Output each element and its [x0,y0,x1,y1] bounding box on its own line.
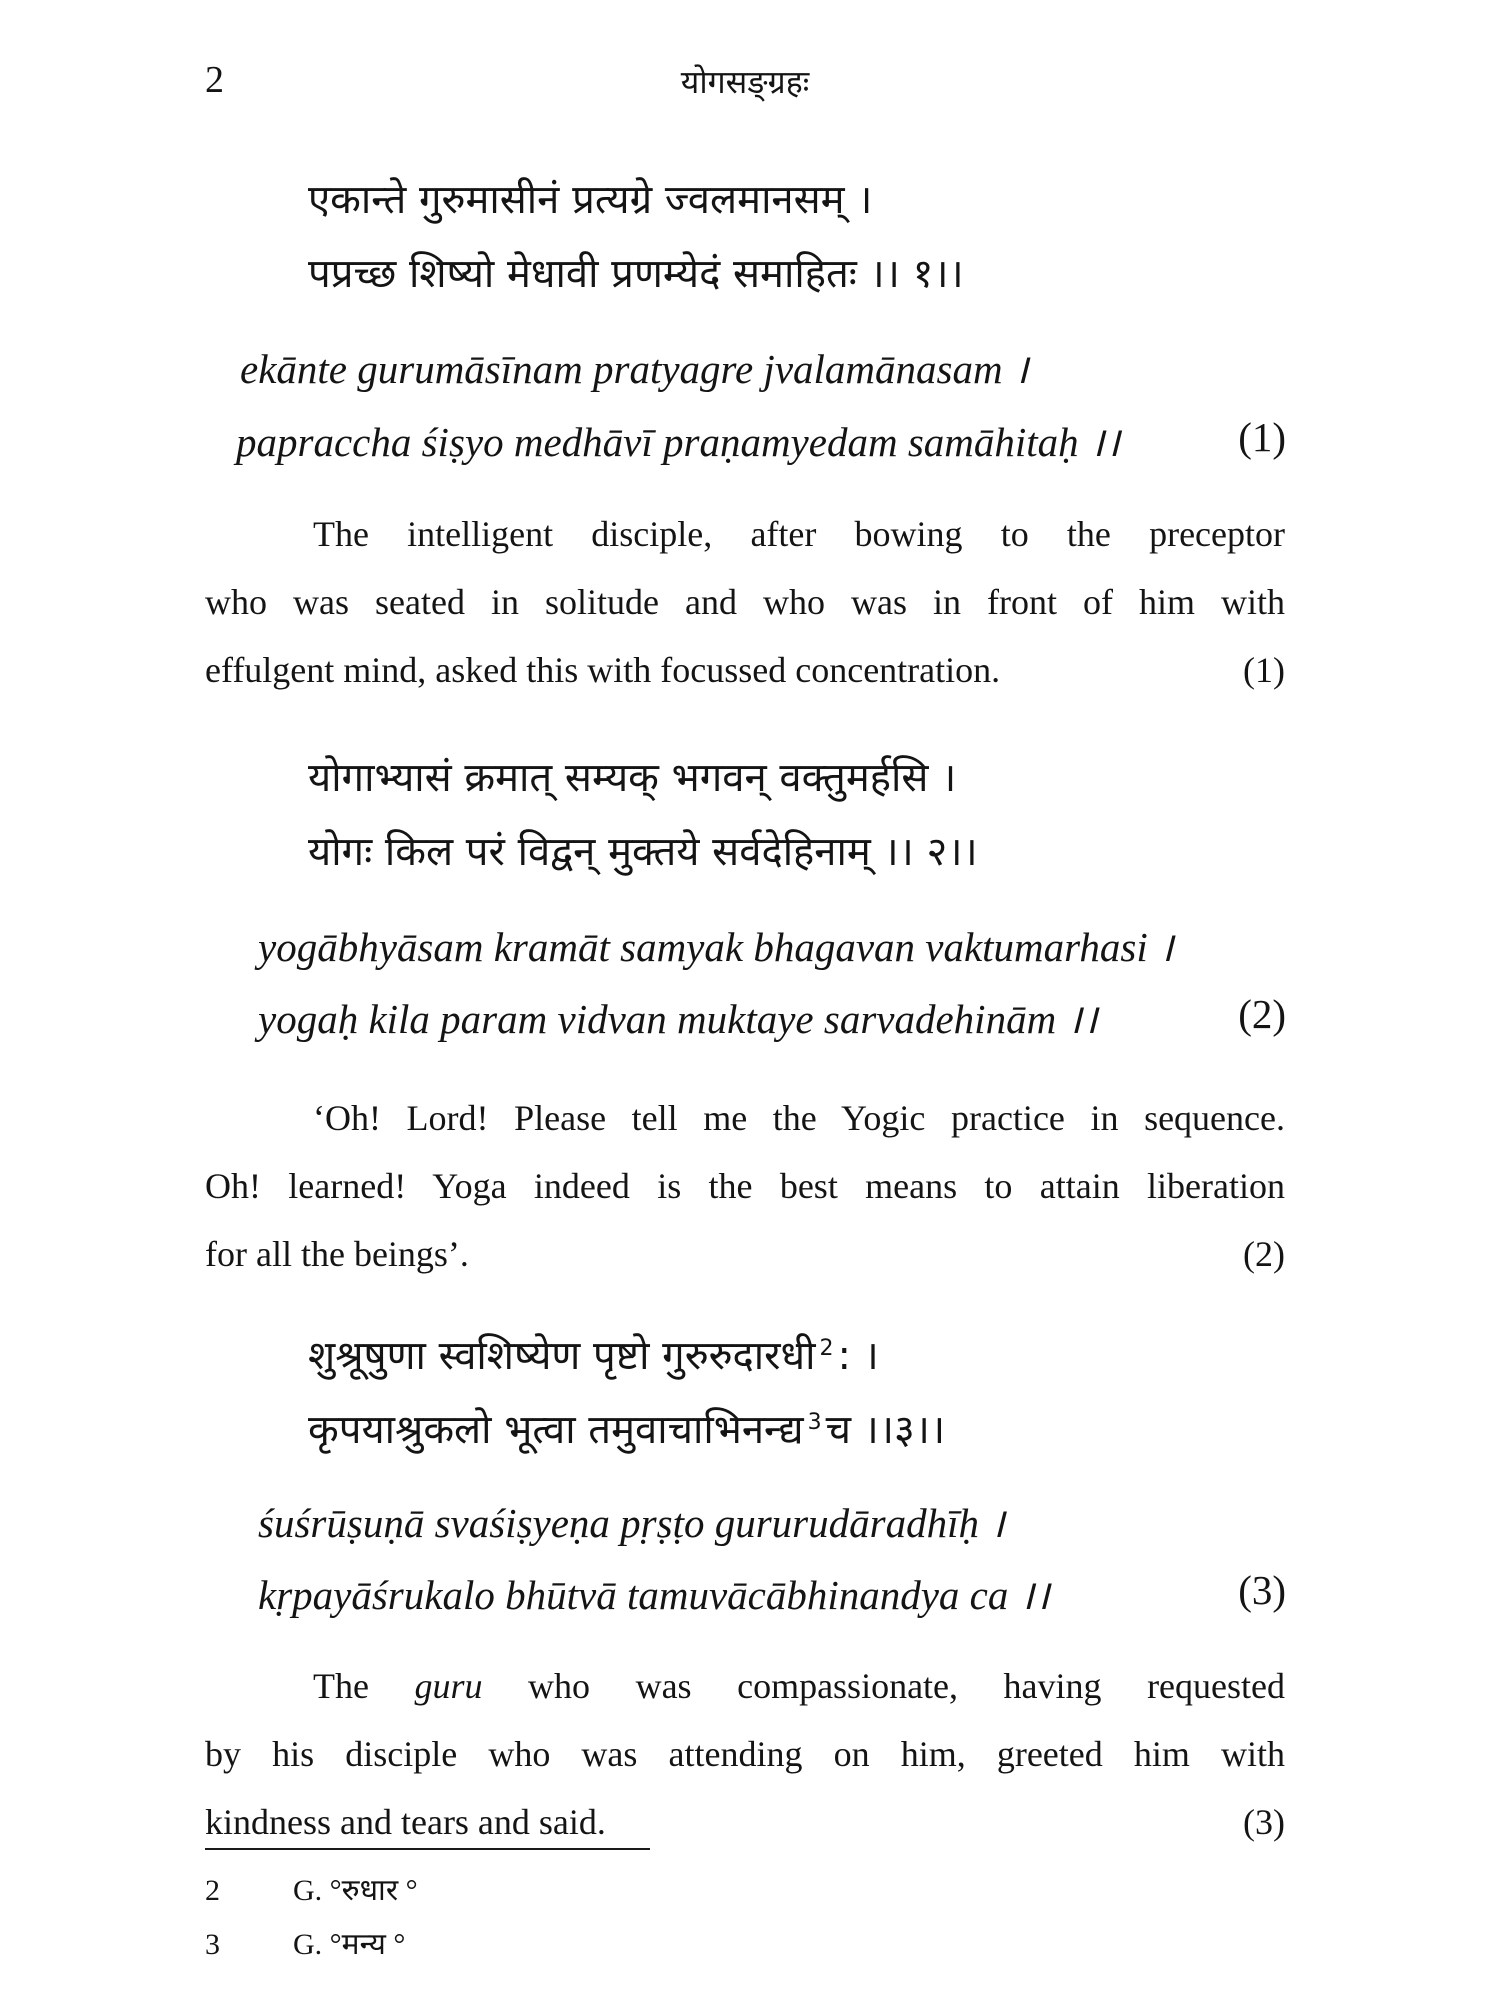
verse-3-devanagari-line-2 [308,1400,945,1455]
verse-3-transliteration-line-2 [258,1566,1286,1622]
verse-1-transliteration-text: papraccha śiṣyo medhāvī praṇamyedam samāhitaḥ ।। [236,419,1120,465]
verse-1-translation-line-3 [205,636,1285,704]
footnote-3-number: 3 [205,1928,220,1961]
verse-3-translation-line-3 [205,1788,1285,1856]
footnote-2-text: G. °रुधार ° [293,1874,418,1907]
verse-2-transliteration-line-1: yogābhyāsam kramāt samyak bhagavan vaktumarhasi । [258,924,1174,970]
verse-2-devanagari-line-1: योगाभ्यासं क्रमात् सम्यक् भगवन् वक्तुमर्हसि । [308,755,957,801]
verse-3-translation-line-1-end: who was compassionate, having requested [528,1666,1286,1706]
page-header [205,58,1285,118]
verse-2-translation [205,1084,1285,1288]
verse-1-transliteration-line-1: ekānte gurumāsīnam pratyagre jvalamānasam । [240,346,1029,392]
footnote-ref-2[interactable]: 2 [819,1335,834,1361]
verse-3-devanagari-line-1-tail: : । [837,1333,879,1379]
verse-3-devanagari-line-2-text: कृपयाश्रुकलो भूत्वा तमुवाचाभिनन्द्य [308,1407,804,1453]
verse-3-translation-line-1 [205,1652,1285,1720]
verse-2-devanagari-line-2: योगः किल परं विद्वन् मुक्तये सर्वदेहिनाम् ।। २।। [308,829,978,875]
verse-1-translation-line-1: The intelligent disciple, after bowing to the preceptor [313,514,1285,554]
verse-3-translation-line-1-start: The [313,1666,369,1706]
verse-3-devanagari-line-2-tail: च ।।३।। [825,1407,946,1453]
verse-1-translation [205,500,1285,704]
verse-3-number: (3) [1238,1567,1286,1613]
verse-2-translation-line-1: ‘Oh! Lord! Please tell me the Yogic practice in sequence. [313,1098,1285,1138]
verse-3-transliteration-line-1: śuśrūṣuṇā svaśiṣyeṇa pṛṣṭo gururudāradhīḥ । [258,1500,1005,1546]
verse-2-translation-line-2: Oh! learned! Yoga indeed is the best means to attain liberation [205,1166,1285,1206]
verse-3-translation-number: (3) [1243,1802,1285,1842]
page-number: 2 [205,59,224,101]
verse-2-translation-line-3-text: for all the beings’. [205,1234,469,1274]
verse-1-translation-line-2: who was seated in solitude and who was in front of him with [205,582,1285,622]
footnote-divider [205,1848,650,1850]
verse-2-transliteration-text: yogaḥ kila param vidvan muktaye sarvadehinām ।। [258,996,1098,1042]
verse-3-transliteration-text: kṛpayāśrukalo bhūtvā tamuvācābhinandya ca ।। [258,1572,1050,1618]
verse-3-devanagari-line-1-text: शुश्रूषुणा स्वशिष्येण पृष्टो गुरुरुदारधी [308,1333,816,1379]
verse-2-translation-line-3 [205,1220,1285,1288]
verse-2-translation-number: (2) [1243,1234,1285,1274]
verse-2-number: (2) [1238,991,1286,1037]
verse-3-translation-line-2: by his disciple who was attending on him, greeted him with [205,1734,1285,1774]
footnote-2-number: 2 [205,1874,220,1907]
verse-1-translation-number: (1) [1243,650,1285,690]
verse-1-number: (1) [1238,414,1286,460]
running-title: योगसङ्ग्रहः [680,63,810,101]
verse-2-transliteration-line-2 [258,990,1286,1046]
footnote-2 [205,1868,418,1909]
verse-1-devanagari-line-1: एकान्ते गुरुमासीनं प्रत्यग्रे ज्वलमानसम् । [308,177,873,223]
footnote-3 [205,1922,405,1963]
verse-3-devanagari-line-1 [308,1326,879,1381]
verse-1-translation-line-3-text: effulgent mind, asked this with focussed concentration. [205,650,1001,690]
guru-italic: guru [414,1666,483,1706]
footnote-3-text: G. °मन्य ° [293,1928,406,1961]
verse-1-devanagari-line-2: पप्रच्छ शिष्यो मेधावी प्रणम्येदं समाहितः ।। १।। [308,251,964,297]
verse-3-translation-line-3-text: kindness and tears and said. [205,1802,606,1842]
verse-1-transliteration-line-2 [236,413,1286,469]
verse-3-translation [205,1652,1285,1856]
footnote-ref-3[interactable]: 3 [807,1409,822,1435]
